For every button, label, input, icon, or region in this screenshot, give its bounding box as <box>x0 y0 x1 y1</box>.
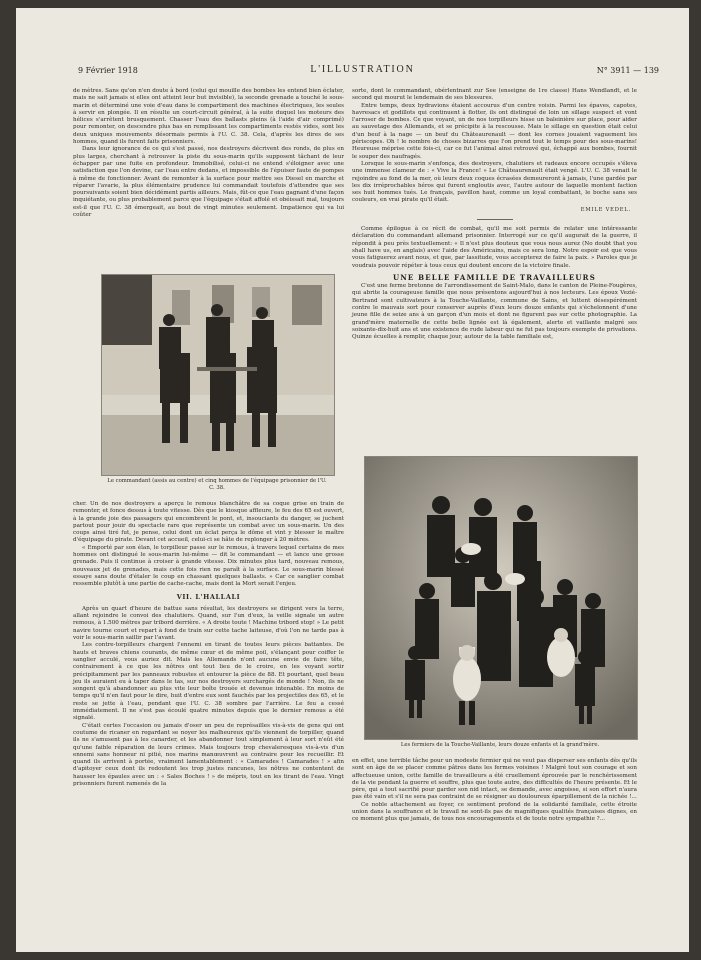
paragraph: en effet, une terrible tâche pour un modeste fermier qui ne veut pas disperser ses enfants dès qu'ils sont en âge de se placer comme pâtres dans les fermes voisines ! Malgré tout son courage et son affectueuse union, cette famille de travailleurs a été cruellement éprouvée par le renchérissement de la vie pendant la guerre et souffre, plus que toute autre, des difficultés de l'heure présente. Et le père, qui a tout sacrifié pour garder son nid intact, se demande, avec angoisse, si son effort n'aura pas été vain et s'il ne sera pas contraint de se résigner au douloureux éparpillement de la nichée !... <box>352 758 637 801</box>
family-photo-caption: Les fermiers de la Touche-Vaillante, leurs douze enfants et la grand'mère. <box>400 742 600 748</box>
prisoners-photo-caption: Le commandant (assis au centre) et cinq hommes de l'équipage prisonnier de l'U. C. 38. <box>107 478 327 491</box>
paragraph: Après un quart d'heure de battue sans résultat, les destroyers se dirigent vers la terre, allant rejoindre le convoi des chalutiers. Quand, sur l'un d'eux, la veille signale un autre remous, à 1.500 mètres par tribord derrière. « A droite toute ! Machine tribord stop! » Le petit navire tourne court et repart à fond de train sur cette tache laiteuse, d'où l'on ne tarde pas à voir le sous-marin saillir par l'avant. <box>73 605 344 642</box>
paragraph: cher. Un de nos destroyers a aperçu le remous blanchâtre de sa coque grise en train de remonter, et fonce dessus à toute vitesse. Dès que le kiosque affleure, le feu des 65 est ouvert, à la grande joie des passagers qui encombrent le pont, et, insouciants du danger, se juchent partout pour jouir du spectacle rare que représente un combat avec un sous-marin. Un des coups ainsi tiré fut, je pense, celui dont un éclat perça le dôme et vint y blesser le maître d'équipage du pirate. Devant cet accueil, celui-ci se hâte de replonger à 20 mètres. <box>73 501 344 544</box>
right-column-bottom <box>352 758 637 824</box>
paragraph: Dans leur ignorance de ce qui s'est passé, nos destroyers décrivent des ronds, de plus en plus larges, cherchant à retrouver la piste du sous-marin qu'ils supposent tâchant de leur échapper par une fuite en profondeur. Immobilisé, celui-ci ne entend s'éloigner avec une satisfaction que l'on devine, car l'eau entre dedans, et impossible de l'épuiser faute de pompes à même de fonctionner. Avant de remonter à la surface pour mettre ses Diesel en marche et réparer l'avarie, la plus élémentaire prudence lui commandait toutefois d'attendre que ses poursuivants soient bien décidément partis ailleurs. Mais, fût-ce que l'eau gagnant d'une façon inquiétante, ou plus probablement parce que l'équipage s'était affolé et obéissait mal, toujours est-il que l'U. C. 38 émergeait, au bout de vingt minutes seulement. Impatience qui va lui coûter <box>73 146 344 219</box>
family-photo <box>364 456 638 740</box>
paragraph: Comme épilogue à ce récit de combat, qu'il me soit permis de relater une intéressante déclaration du commandant allemand prisonnier. Interrogé sur ce qu'il augurait de la guerre, il répondit à peu près textuellement: « Il n'est plus douteux que vous nous aurez (No doubt that you shall have us, en anglais) avec l'aide des Américains, mais ce sera long. Notre espoir est que vous vous fatiguerez avant nous, et que, par lassitude, vous accepterez de faire la paix. » Paroles que je voudrais pouvoir répéter à tous ceux qui doutent encore de la victoire finale. <box>352 226 637 269</box>
page-header <box>66 66 659 80</box>
magazine-title: L'ILLUSTRATION <box>310 64 415 75</box>
article-title: UNE BELLE FAMILLE DE TRAVAILLEURS <box>393 272 596 282</box>
paragraph: Les contre-torpilleurs chargent l'ennemi en tirant de toutes leurs pièces battantes. De hauts et braves chiens courants, de même cœur et de même poil, s'élançant pour coiffer le sanglier acculé, vous auriez dit. Mais les Allemands n'ont aucune envie de faire tête, contrairement à ce que les nôtres ont tout lieu de le croire, en les voyant sortir précipitamment par les panneaux robustes et entourer la pièce de 88. Et pourtant, quel beau jeu ils auraient eu à taper dans le tas, sur nos destroyers surchargés de monde ! Non, ils ne songent qu'à abandonner au plus vite leur boîte trouée et devenue intenable. En moins de temps qu'il n'en faut pour le dire, huit d'entre eux sont fauchés par les projectiles des 65, et le reste se jette à l'eau, pendant que l'U. C. 38 sombre par l'arrière. Le feu a cessé immédiatement. Il ne s'est pas écoulé quatre minutes depuis que le dernier remous a été signalé. <box>73 642 344 722</box>
right-column-top <box>352 88 637 342</box>
page-number: N° 3911 — 139 <box>596 66 659 75</box>
paragraph: de mètres. Sans qu'on n'en doute à bord (celui qui mouille des bombes les entend bien éclater, mais ne sait jamais si elles ont atteint leur but invisible), la seconde grenade a touché le sous-marin et déterminé une voie d'eau dans le compartiment des machines électriques, les seules à servir en plongée. Il en résulte un court-circuit général, à la suite duquel les moteurs des hélices s'arrêtent brusquement. Chasser l'eau des ballasts pleins (à l'aide d'air comprimé) pour remonter, on descendre plus bas en remplissant les compartiments restés vides, sont les deux uniques mouvements désormais permis à l'U. C. 38. Cela, d'après les dires de ses hommes, quand ils furent faits prisonniers. <box>73 88 344 146</box>
paragraph: Lorsque le sous-marin s'enfonça, des destroyers, chalutiers et radeaux encore occupés s'éleva une immense clameur de : « Vive la France! » Le Châteaurenault était vengé. L'U. C. 38 venait le rejoindre au fond de la mer, où leurs deux coques écrasées demeureront à jamais, l'une gardée par les dix irréprochables héros qui furent engloutis avec, l'autre autour de laquelle montent faction ses huit hommes tués. Le français, pavillon haut, comme un loyal combattant, le boche sans ses couleurs, en vrai pirate qu'il était. <box>352 160 637 204</box>
prisoners-photo-image <box>102 275 334 475</box>
paragraph: sorte, dont le commandant, obérlentnant zur See (enseigne de 1re classe) Hans Wendlandt, et le second qui mourut le lendemain de ses blessures. <box>352 88 637 102</box>
paragraph: C'était certes l'occasion ou jamais d'oser un peu de représailles vis-à-vis de gens qui ont coutume de ricaner en regardant se noyer les malheureux qu'ils viennent de torpiller, quand ils ne s'amusent pas à les canarder, et les abandonner tout simplement à leur sort n'eût été qu'une faible réparation de leurs crimes. Mais toujours trop chevaleresques vis-à-vis d'un ennemi sans honneur ni pitié, nos marins manœuvrent au contraire pour les recueillir. Et quand ils arrivent à portée, vraiment lamentablement : « Camarades ! Camarades ! » afin d'apitoyer ceux dont ils redoutent les trop justes rancunes, les nôtres ne contentent de hausser les épaules avec un : « Sales Boches ! » de mépris, tout en les tirant de l'eau. Vingt prisonniers furent ramenés de la <box>73 722 344 787</box>
paragraph: Entre temps, deux hydravions étaient accourus d'un centre voisin. Parmi les épaves, capotes, havresacs et godillots qui continuent à flotter, ils ont distingué de loin un sillage suspect et vont l'arroser de bombes. Ce que voyant, un de nos torpilleurs hisse un baleinière sur place, pour aider au sauvetage des Allemands, et se précipite à la rescousse. Mais le sillage en question était celui d'un beuf à la nage — un beuf du Châteaurenault — dont les cornes jouaient vaguement les périscopes. Oh ! le nombre de choses bizarres que l'on prend tout le temps pour des sous-marins! Heureuse méprise cette fois-ci, car ce fut l'animal ainsi retrouvé qui, échappé aux bombes, fournit le souper des naufragés. <box>352 102 637 160</box>
family-photo-image <box>365 457 637 739</box>
author-signature: EMILE VEDEL. <box>580 206 631 213</box>
prisoners-photo <box>101 274 335 476</box>
section-heading-hallali: VII. L'HALLALI <box>176 592 241 601</box>
paragraph: « Emporté par son élan, le torpilleur passe sur le remous, à travers lequel certains de mes hommes ont distingué le sous-marin lui-même — dit le commandant — et lance une grosse grenade. Puis il continue à croiser à grande vitesse. Dix minutes plus tard, nouveau remous, nouveaux jet de grenades, mais cette fois rien ne paraît à la surface. Le sous-marin blessé essaye sans doute d'étaler le coup en chassant quelques ballasts. » Car ce sanglier combat ressemble plutôt à une partie de cache-cache, mais dont la Mort serait l'enjeu. <box>73 544 344 588</box>
paragraph: Ce noble attachement au foyer, ce sentiment profond de la solidarité familiale, cette étroite union dans la souffrance et le travail ne sont-ils pas de magnifiques qualités françaises dignes, en ce moment plus que jamais, de tous nos encouragements et de toute notre sympathie ?... <box>352 801 637 823</box>
page <box>16 8 689 952</box>
left-column-top <box>73 88 344 219</box>
issue-date: 9 Février 1918 <box>78 66 138 75</box>
left-column-bottom <box>73 501 344 788</box>
divider <box>477 219 513 220</box>
paragraph: C'est une ferme bretonne de l'arrondissement de Saint-Malo, dans le canton de Pleine-Fougères, qui abrite la courageuse famille que nous présentons aujourd'hui à nos lecteurs. Les époux Vezié-Bertrand sont cultivateurs à la Touche-Vaillante, commune de Sains, et luttent désespérément contre le mauvais sort pour conserver auprès d'eux leurs douze enfants qui s'échelonnent d'une jeune fille de seize ans à un garçon d'un mois et dont ne figurent pas sur cette photographie. La grand'mère maternelle de cette belle lignée est là également, alerte et vaillante malgré ses soixante-dix-huit ans et une existence de rude labeur qui ne fut pas toujours exempte de privations. Quinze écuelles à remplir, chaque jour, autour de la table familiale est, <box>352 283 637 341</box>
